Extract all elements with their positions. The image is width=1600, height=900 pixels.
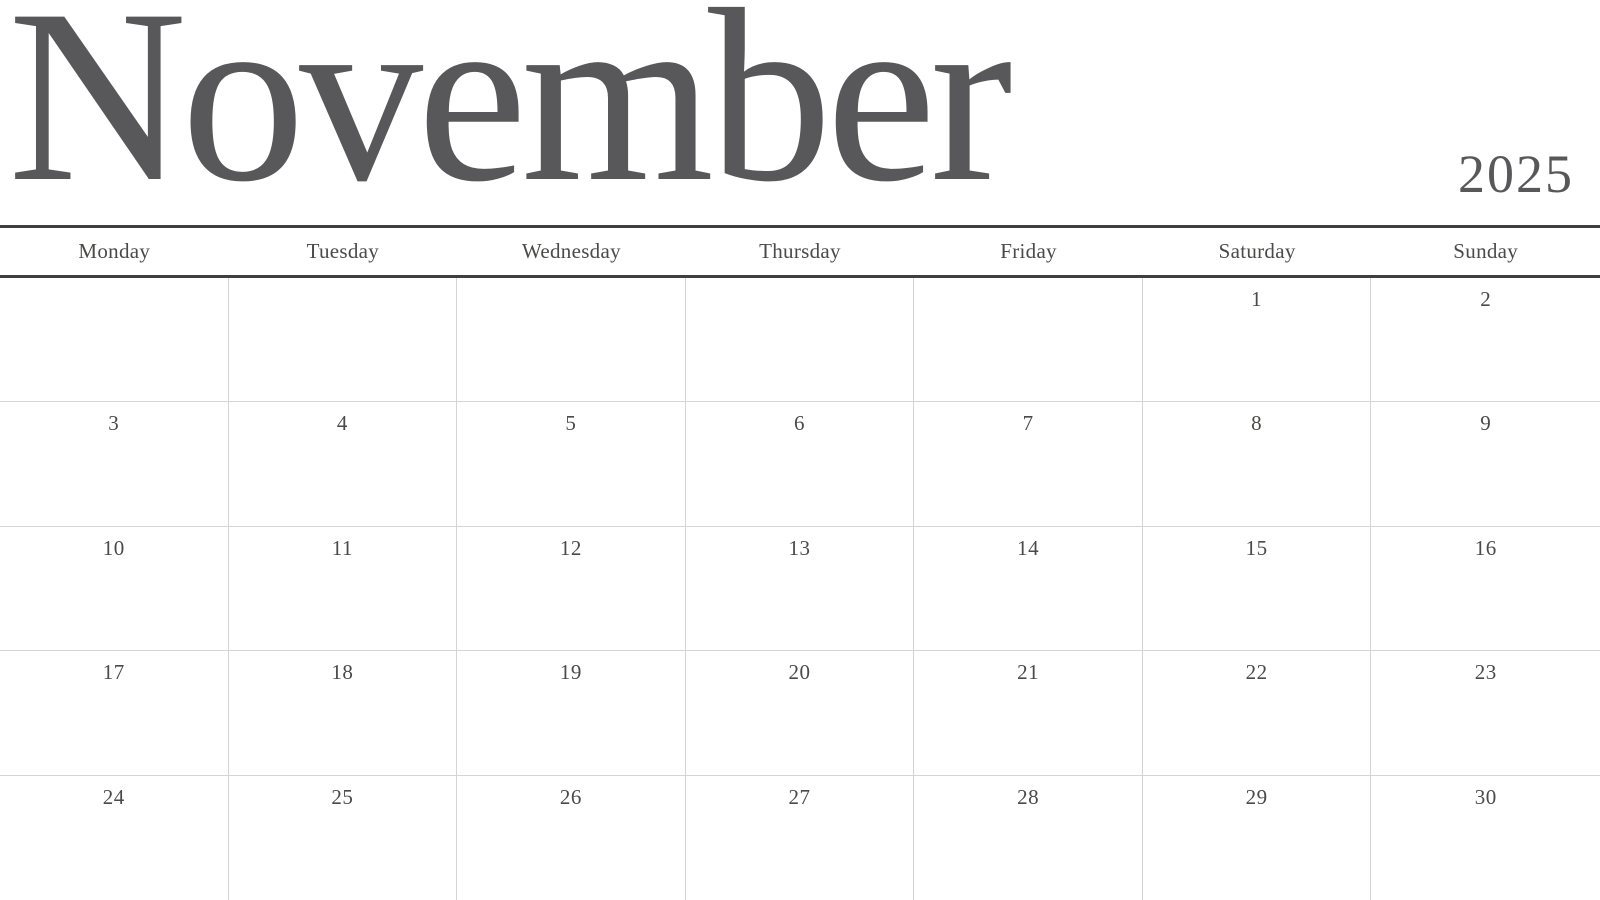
day-cell[interactable] xyxy=(229,776,458,900)
day-cell[interactable] xyxy=(686,651,915,775)
calendar-header xyxy=(0,0,1600,228)
day-number: 3 xyxy=(108,411,120,436)
day-number: 22 xyxy=(1245,660,1268,685)
day-number: 26 xyxy=(559,784,582,809)
day-cell[interactable] xyxy=(914,527,1143,651)
day-cell[interactable] xyxy=(229,402,458,526)
day-number: 1 xyxy=(1251,287,1263,311)
day-cell-empty[interactable] xyxy=(0,278,229,402)
day-cell[interactable] xyxy=(1143,527,1372,651)
day-number: 24 xyxy=(102,784,125,809)
weekday-saturday: Saturday xyxy=(1218,239,1296,263)
day-number: 5 xyxy=(565,411,577,436)
day-number: 14 xyxy=(1017,535,1040,560)
day-cell-empty[interactable] xyxy=(914,278,1143,402)
day-cell[interactable] xyxy=(0,651,229,775)
day-cell[interactable] xyxy=(0,527,229,651)
day-number: 27 xyxy=(788,784,811,809)
weekday-sunday: Sunday xyxy=(1453,239,1519,263)
calendar-day-grid xyxy=(0,278,1600,900)
day-number: 13 xyxy=(788,535,811,560)
day-number: 6 xyxy=(793,411,805,436)
day-number: 17 xyxy=(102,660,125,685)
day-cell[interactable] xyxy=(229,527,458,651)
day-cell[interactable] xyxy=(1371,776,1600,900)
day-number: 30 xyxy=(1474,784,1497,809)
day-cell[interactable] xyxy=(1371,402,1600,526)
day-number: 16 xyxy=(1474,535,1497,560)
day-number: 25 xyxy=(331,784,354,809)
weekday-monday: Monday xyxy=(78,239,151,263)
day-number: 10 xyxy=(102,535,125,560)
day-cell[interactable] xyxy=(1143,776,1372,900)
day-number: 21 xyxy=(1017,660,1040,685)
day-cell[interactable] xyxy=(0,776,229,900)
weekday-header-row xyxy=(0,228,1600,278)
day-number: 19 xyxy=(559,660,582,685)
day-cell[interactable] xyxy=(1143,278,1372,402)
day-cell[interactable] xyxy=(0,402,229,526)
day-number: 8 xyxy=(1251,411,1263,436)
day-cell[interactable] xyxy=(1371,651,1600,775)
weekday-thursday: Thursday xyxy=(759,239,841,263)
day-cell[interactable] xyxy=(686,402,915,526)
day-number: 20 xyxy=(788,660,811,685)
day-number: 28 xyxy=(1017,784,1040,809)
day-number: 15 xyxy=(1245,535,1268,560)
day-number: 2 xyxy=(1480,287,1492,311)
day-cell[interactable] xyxy=(1143,402,1372,526)
day-number: 7 xyxy=(1022,411,1034,436)
day-cell-empty[interactable] xyxy=(686,278,915,402)
day-number: 18 xyxy=(331,660,354,685)
day-cell[interactable] xyxy=(457,776,686,900)
day-cell[interactable] xyxy=(229,651,458,775)
day-cell[interactable] xyxy=(914,651,1143,775)
day-cell[interactable] xyxy=(1371,278,1600,402)
year-label: 2025 xyxy=(1458,144,1574,204)
day-cell[interactable] xyxy=(686,527,915,651)
day-number: 11 xyxy=(331,535,353,560)
day-cell[interactable] xyxy=(914,776,1143,900)
day-number: 23 xyxy=(1474,660,1497,685)
day-number: 29 xyxy=(1245,784,1268,809)
day-number: 4 xyxy=(336,411,348,436)
day-number: 12 xyxy=(559,535,582,560)
day-cell[interactable] xyxy=(457,651,686,775)
day-cell-empty[interactable] xyxy=(457,278,686,402)
weekday-tuesday: Tuesday xyxy=(306,239,380,263)
day-number: 9 xyxy=(1480,411,1492,436)
weekday-friday: Friday xyxy=(1000,239,1057,263)
day-cell[interactable] xyxy=(1371,527,1600,651)
day-cell[interactable] xyxy=(914,402,1143,526)
weekday-wednesday: Wednesday xyxy=(521,239,621,263)
day-cell-empty[interactable] xyxy=(229,278,458,402)
month-title: November xyxy=(8,0,1007,228)
day-cell[interactable] xyxy=(1143,651,1372,775)
day-cell[interactable] xyxy=(457,527,686,651)
day-cell[interactable] xyxy=(457,402,686,526)
day-cell[interactable] xyxy=(686,776,915,900)
